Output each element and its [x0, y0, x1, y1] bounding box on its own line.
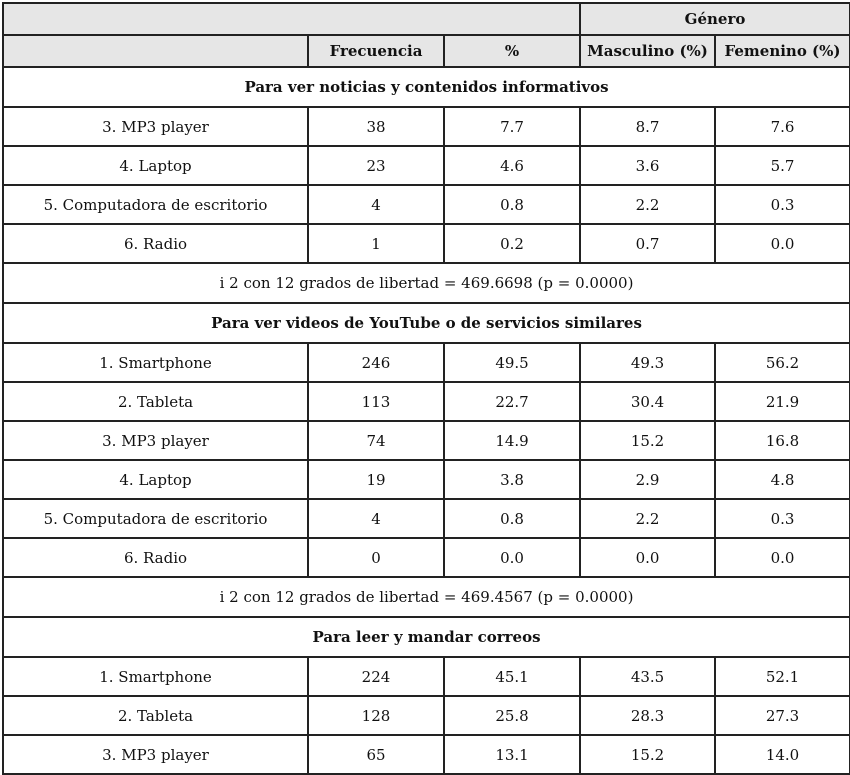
section-title-row: [3, 303, 850, 343]
row-frecuencia: 19: [308, 460, 444, 499]
row-femenino: 56.2: [715, 343, 850, 382]
row-frecuencia: 38: [308, 107, 444, 146]
section-title-row: [3, 67, 850, 107]
header-row-columns: [3, 35, 850, 67]
table-row: [3, 146, 850, 185]
table-row: [3, 499, 850, 538]
row-label: 2. Tableta: [3, 382, 308, 421]
row-femenino: 5.7: [715, 146, 850, 185]
row-percent: 0.8: [444, 499, 580, 538]
row-label: 4. Laptop: [3, 460, 308, 499]
device-usage-table: [2, 2, 850, 775]
chi-square-note: i 2 con 12 grados de libertad = 469.6698 (p = 0.0000): [3, 263, 850, 303]
row-label: 5. Computadora de escritorio: [3, 499, 308, 538]
row-femenino: 7.6: [715, 107, 850, 146]
row-femenino: 21.9: [715, 382, 850, 421]
row-masculino: 8.7: [580, 107, 715, 146]
table-row: [3, 185, 850, 224]
header-label-blank: [3, 35, 308, 67]
chi-square-note: i 2 con 12 grados de libertad = 469.4567 (p = 0.0000): [3, 577, 850, 617]
header-empty-cell: [3, 3, 580, 35]
row-percent: 7.7: [444, 107, 580, 146]
row-femenino: 14.0: [715, 735, 850, 774]
header-masculino: Masculino (%): [580, 35, 715, 67]
row-femenino: 0.3: [715, 499, 850, 538]
header-femenino: Femenino (%): [715, 35, 850, 67]
table-row: [3, 421, 850, 460]
header-genero: Género: [580, 3, 850, 35]
row-frecuencia: 23: [308, 146, 444, 185]
header-percent: %: [444, 35, 580, 67]
row-frecuencia: 113: [308, 382, 444, 421]
row-label: 6. Radio: [3, 538, 308, 577]
row-label: 4. Laptop: [3, 146, 308, 185]
row-femenino: 4.8: [715, 460, 850, 499]
table-row: [3, 460, 850, 499]
row-percent: 14.9: [444, 421, 580, 460]
row-masculino: 0.7: [580, 224, 715, 263]
row-masculino: 2.2: [580, 499, 715, 538]
row-masculino: 3.6: [580, 146, 715, 185]
table-row: [3, 382, 850, 421]
row-masculino: 0.0: [580, 538, 715, 577]
row-masculino: 43.5: [580, 657, 715, 696]
row-masculino: 15.2: [580, 735, 715, 774]
row-masculino: 2.9: [580, 460, 715, 499]
row-masculino: 49.3: [580, 343, 715, 382]
row-label: 3. MP3 player: [3, 107, 308, 146]
row-femenino: 0.3: [715, 185, 850, 224]
row-masculino: 30.4: [580, 382, 715, 421]
row-femenino: 16.8: [715, 421, 850, 460]
row-frecuencia: 74: [308, 421, 444, 460]
row-percent: 13.1: [444, 735, 580, 774]
statistic-row: [3, 577, 850, 617]
row-frecuencia: 128: [308, 696, 444, 735]
row-frecuencia: 224: [308, 657, 444, 696]
table-row: [3, 657, 850, 696]
row-percent: 0.2: [444, 224, 580, 263]
row-frecuencia: 4: [308, 499, 444, 538]
table-row: [3, 107, 850, 146]
table-row: [3, 224, 850, 263]
table-row: [3, 538, 850, 577]
row-frecuencia: 4: [308, 185, 444, 224]
row-percent: 49.5: [444, 343, 580, 382]
row-masculino: 28.3: [580, 696, 715, 735]
table-row: [3, 696, 850, 735]
row-label: 5. Computadora de escritorio: [3, 185, 308, 224]
row-frecuencia: 246: [308, 343, 444, 382]
row-label: 1. Smartphone: [3, 657, 308, 696]
row-femenino: 0.0: [715, 538, 850, 577]
row-percent: 25.8: [444, 696, 580, 735]
statistic-row: [3, 263, 850, 303]
table-row: [3, 735, 850, 774]
row-percent: 45.1: [444, 657, 580, 696]
row-frecuencia: 65: [308, 735, 444, 774]
header-row-group: [3, 3, 850, 35]
row-label: 3. MP3 player: [3, 421, 308, 460]
row-frecuencia: 0: [308, 538, 444, 577]
table-row: [3, 343, 850, 382]
section-title: Para leer y mandar correos: [3, 617, 850, 657]
row-frecuencia: 1: [308, 224, 444, 263]
section-title: Para ver videos de YouTube o de servicios similares: [3, 303, 850, 343]
section-title: Para ver noticias y contenidos informativos: [3, 67, 850, 107]
row-label: 3. MP3 player: [3, 735, 308, 774]
row-femenino: 52.1: [715, 657, 850, 696]
row-femenino: 0.0: [715, 224, 850, 263]
row-label: 2. Tableta: [3, 696, 308, 735]
row-percent: 4.6: [444, 146, 580, 185]
row-percent: 0.0: [444, 538, 580, 577]
row-femenino: 27.3: [715, 696, 850, 735]
row-percent: 0.8: [444, 185, 580, 224]
row-label: 6. Radio: [3, 224, 308, 263]
row-label: 1. Smartphone: [3, 343, 308, 382]
row-masculino: 2.2: [580, 185, 715, 224]
row-percent: 22.7: [444, 382, 580, 421]
row-masculino: 15.2: [580, 421, 715, 460]
section-title-row: [3, 617, 850, 657]
header-frecuencia: Frecuencia: [308, 35, 444, 67]
row-percent: 3.8: [444, 460, 580, 499]
